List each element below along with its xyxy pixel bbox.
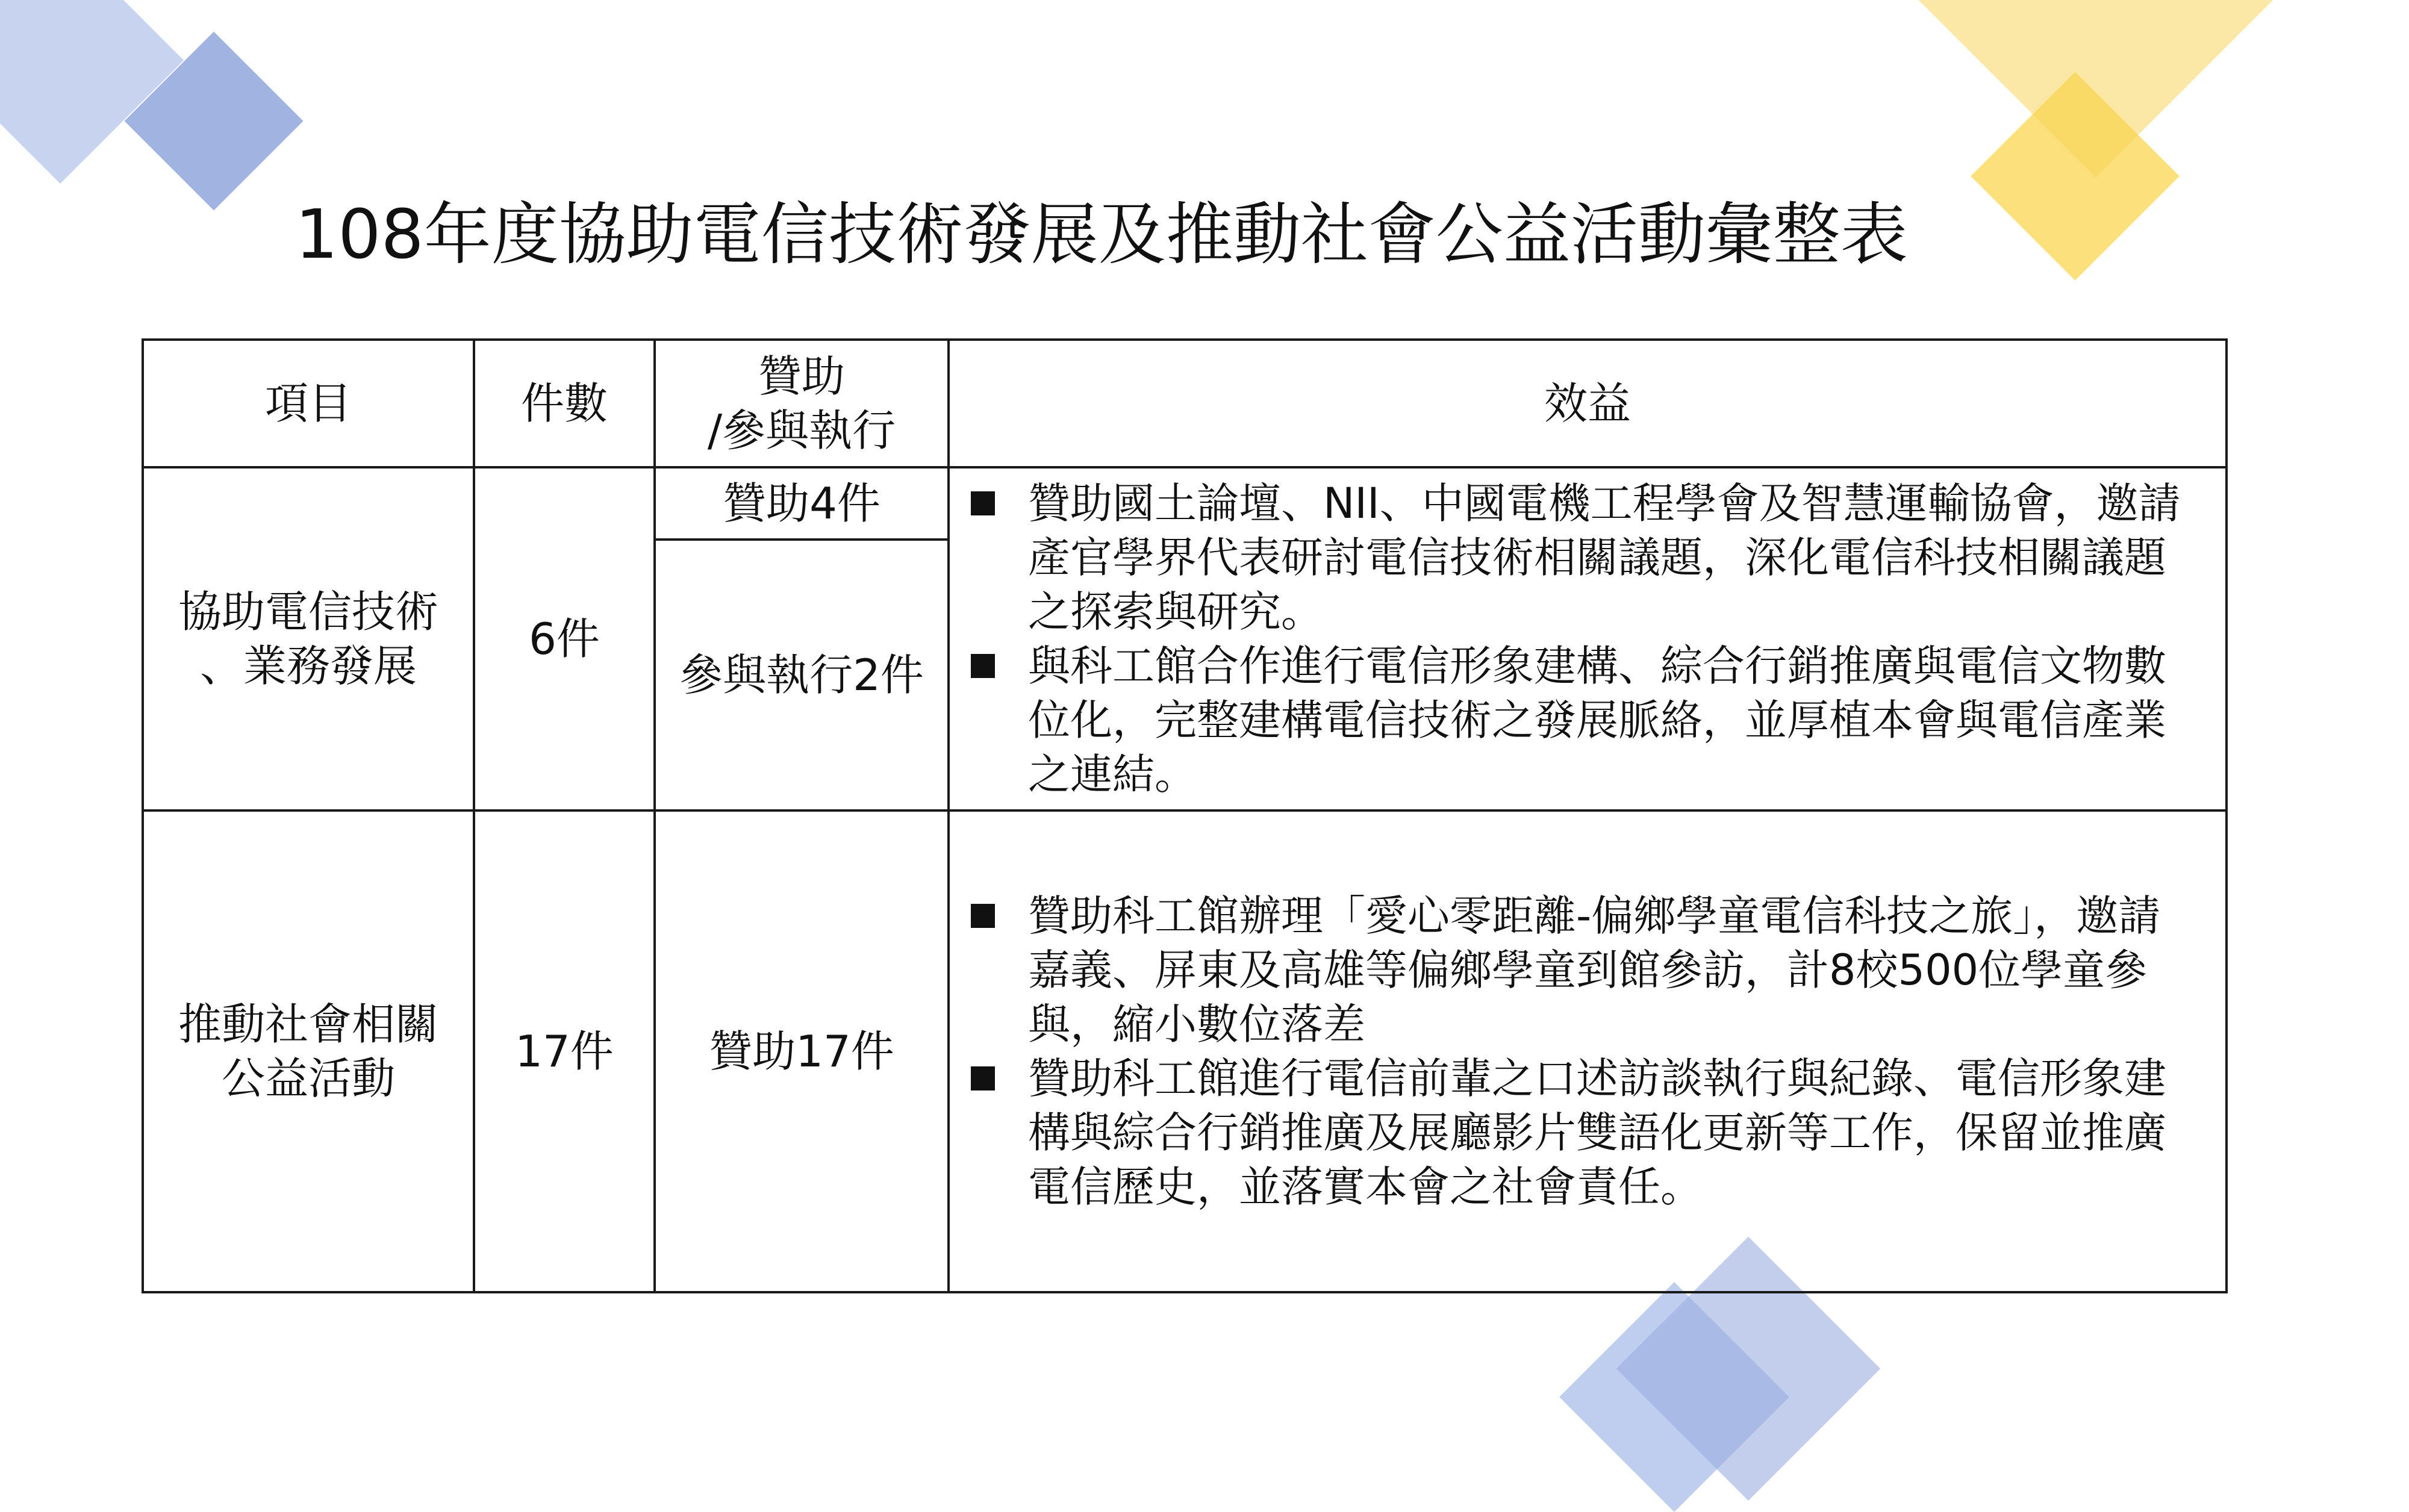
header-item: 項目: [143, 340, 474, 467]
benefit-item: 贊助國土論壇、NII、中國電機工程學會及智慧運輸協會，邀請產官學界代表研討電信技術相關議題，深化電信科技相關議題之探索與研究。: [971, 476, 2201, 639]
header-benefit: 效益: [949, 340, 2227, 467]
table-row: [143, 810, 2227, 1292]
table-row: [143, 467, 2227, 540]
row2-benefits: [949, 810, 2227, 1292]
square-bullet-icon: [971, 1066, 995, 1090]
header-type: [655, 340, 949, 467]
row1-benefit-list: [971, 476, 2201, 801]
page-title: 108年度協助電信技術發展及推動社會公益活動彙整表: [295, 196, 1908, 274]
square-bullet-icon: [971, 904, 995, 928]
header-count: 件數: [474, 340, 655, 467]
header-type-line2: /參與執行: [707, 405, 896, 456]
table-header-row: [143, 340, 2227, 467]
header-type-line1: 贊助: [758, 351, 845, 402]
row1-benefits: [949, 467, 2227, 810]
row1-item: 協助電信技術 、業務發展: [143, 467, 474, 810]
summary-table: [142, 338, 2228, 1293]
row2-benefit-list: [971, 889, 2201, 1214]
benefit-item: 與科工館合作進行電信形象建構、綜合行銷推廣與電信文物數位化，完整建構電信技術之發展脈絡，並厚植本會與電信產業之連結。: [971, 639, 2201, 801]
square-bullet-icon: [971, 654, 995, 678]
row1-type-participate: 參與執行2件: [655, 540, 949, 810]
benefit-item: 贊助科工館進行電信前輩之口述訪談執行與紀錄、電信形象建構與綜合行銷推廣及展廳影片雙語化更新等工作，保留並推廣電信歷史，並落實本會之社會責任。: [971, 1051, 2201, 1214]
benefit-item: 贊助科工館辦理「愛心零距離-偏鄉學童電信科技之旅」，邀請嘉義、屏東及高雄等偏鄉學童到館參訪，計8校500位學童參與，縮小數位落差: [971, 889, 2201, 1051]
row1-count: 6件: [474, 467, 655, 810]
row2-item: 推動社會相關 公益活動: [143, 810, 474, 1292]
square-bullet-icon: [971, 491, 995, 515]
row2-type-sponsor: 贊助17件: [655, 810, 949, 1292]
row1-type-sponsor: 贊助4件: [655, 467, 949, 540]
row2-count: 17件: [474, 810, 655, 1292]
